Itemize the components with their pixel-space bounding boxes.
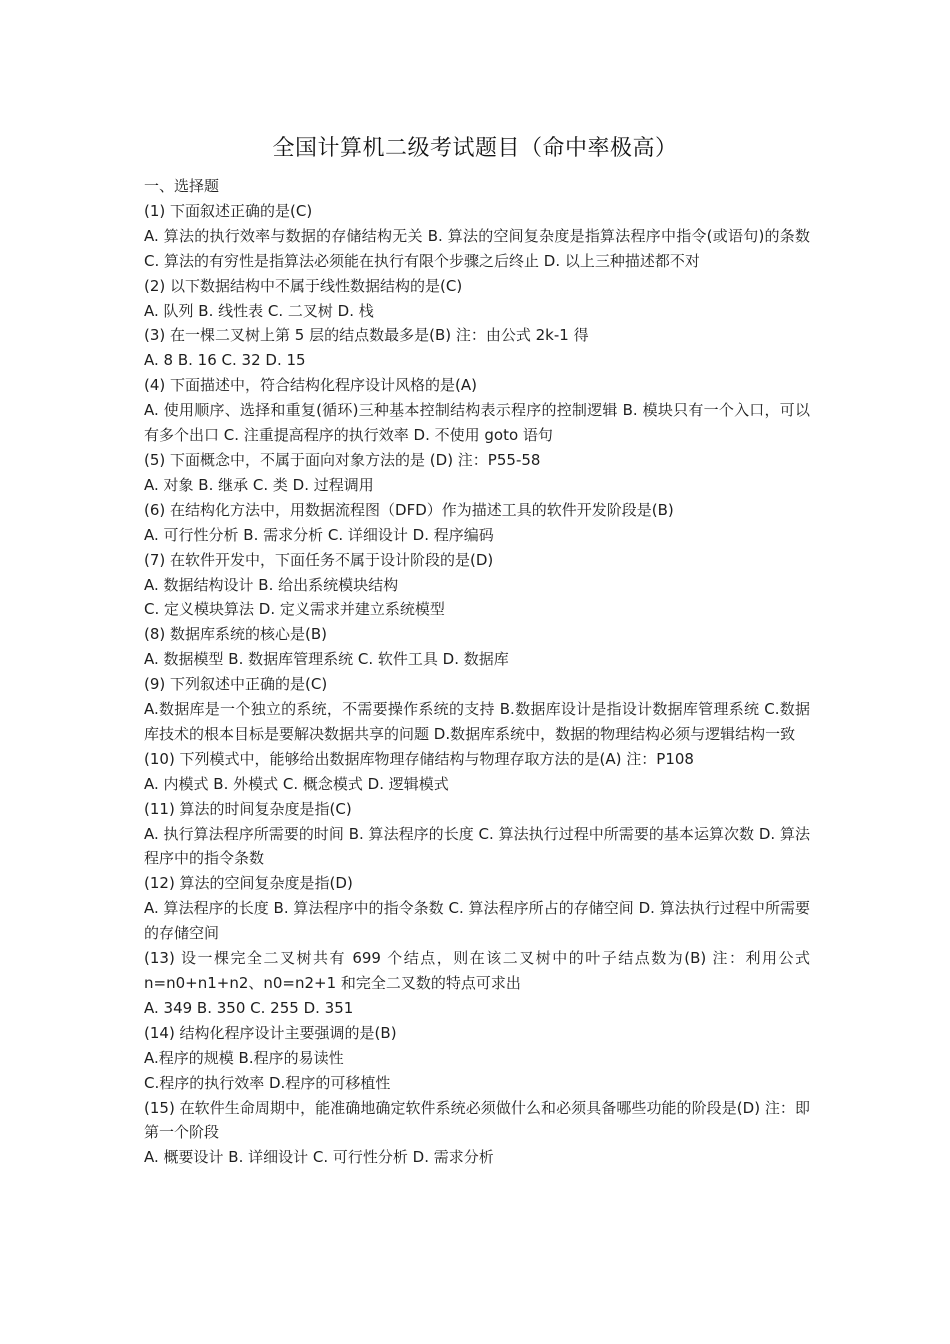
question-line: (7) 在软件开发中，下面任务不属于设计阶段的是(D) [144,550,494,569]
options-line: A. 8 B. 16 C. 32 D. 15 [144,351,306,370]
options-line: A. 349 B. 350 C. 255 D. 351 [144,998,354,1017]
question-line: (4) 下面描述中，符合结构化程序设计风格的是(A) [144,376,477,395]
options-line: A. 算法程序的长度 B. 算法程序中的指令条数 C. 算法程序所占的存储空间 D. 算法执行过程中所需要的存储空间 [144,899,810,943]
document-body [144,174,810,1170]
question-line: (15) 在软件生命周期中，能准确地确定软件系统必须做什么和必须具备哪些功能的阶段是(D) 注：即第一个阶段 [144,1098,810,1142]
question-line: (1) 下面叙述正确的是(C) [144,201,313,220]
options-line: C.程序的执行效率 D.程序的可移植性 [144,1073,391,1092]
question-line: (11) 算法的时间复杂度是指(C) [144,799,352,818]
options-line: A.数据库是一个独立的系统，不需要操作系统的支持 B.数据库设计是指设计数据库管理系统 C.数据库技术的根本目标是要解决数据共享的问题 D.数据库系统中，数据的物理结构必须与逻辑结构一致 [144,700,810,743]
options-line: A. 对象 B. 继承 C. 类 D. 过程调用 [144,475,374,494]
page-title: 全国计算机二级考试题目（命中率极高） [272,136,678,161]
question-line: (3) 在一棵二叉树上第 5 层的结点数最多是(B) 注：由公式 2k-1 得 [144,326,589,345]
options-line: A. 内模式 B. 外模式 C. 概念模式 D. 逻辑模式 [144,774,449,793]
options-line: A. 使用顺序、选择和重复(循环)三种基本控制结构表示程序的控制逻辑 B. 模块只有一个入口，可以有多个出口 C. 注重提高程序的执行效率 D. 不使用 goto 语句 [144,401,810,445]
question-line: (6) 在结构化方法中，用数据流程图（DFD）作为描述工具的软件开发阶段是(B) [144,500,674,519]
question-line: (2) 以下数据结构中不属于线性数据结构的是(C) [144,276,463,295]
options-line: A.程序的规模 B.程序的易读性 [144,1048,344,1067]
question-line: (14) 结构化程序设计主要强调的是(B) [144,1023,397,1042]
options-line: A. 执行算法程序所需要的时间 B. 算法程序的长度 C. 算法执行过程中所需要的基本运算次数 D. 算法程序中的指令条数 [144,824,810,868]
options-line: A. 数据结构设计 B. 给出系统模块结构 [144,575,399,594]
question-line: (13) 设一棵完全二叉树共有 699 个结点，则在该二叉树中的叶子结点数为(B) 注：利用公式 n=n0+n1+n2、n0=n2+1 和完全二叉数的特点可求出 [144,949,810,992]
question-line: (5) 下面概念中，不属于面向对象方法的是 (D) 注：P55-58 [144,450,541,469]
question-line: (9) 下列叙述中正确的是(C) [144,675,328,694]
options-line: A. 队列 B. 线性表 C. 二叉树 D. 栈 [144,301,374,320]
options-line: C. 定义模块算法 D. 定义需求并建立系统模型 [144,600,445,619]
options-line: A. 可行性分析 B. 需求分析 C. 详细设计 D. 程序编码 [144,525,494,544]
options-line: A. 概要设计 B. 详细设计 C. 可行性分析 D. 需求分析 [144,1148,494,1167]
question-line: (8) 数据库系统的核心是(B) [144,625,328,644]
section-heading: 一、选择题 [144,177,220,195]
options-line: A. 数据模型 B. 数据库管理系统 C. 软件工具 D. 数据库 [144,650,509,669]
question-line: (10) 下列模式中，能够给出数据库物理存储结构与物理存取方法的是(A) 注：P108 [144,749,694,768]
options-line: A. 算法的执行效率与数据的存储结构无关 B. 算法的空间复杂度是指算法程序中指令(或语句)的条数 C. 算法的有穷性是指算法必须能在执行有限个步骤之后终止 D. 以上三种描述都不对 [144,226,810,270]
question-line: (12) 算法的空间复杂度是指(D) [144,874,353,893]
